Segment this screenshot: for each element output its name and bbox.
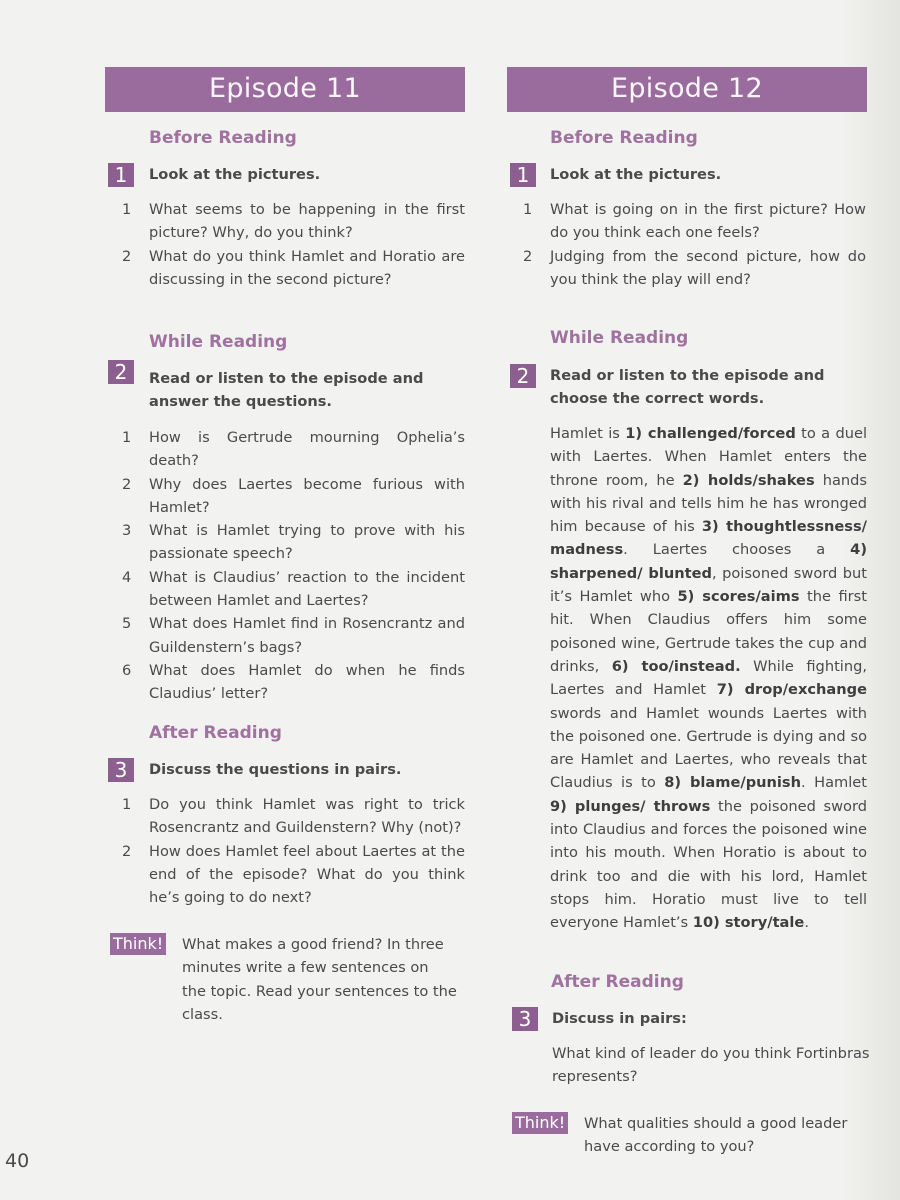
- task-badge: 2: [510, 364, 536, 388]
- item-text: How is Gertrude mourning Ophelia’s death?: [149, 429, 465, 470]
- item-text: Do you think Hamlet was right to trick Rosencrantz and Guildenstern? Why (not)?: [149, 796, 465, 837]
- discussion-text: What kind of leader do you think Fortinbras represents?: [552, 1045, 870, 1086]
- list-item: [122, 566, 465, 613]
- question-list: [523, 198, 866, 291]
- list-item: [122, 245, 465, 292]
- item-text: Judging from the second picture, how do you think the play will end?: [550, 247, 866, 288]
- item-text: What does Hamlet do when he finds Claudius’ letter?: [149, 661, 465, 703]
- list-item: [122, 473, 465, 520]
- item-number: 4: [122, 568, 132, 586]
- after-reading-heading: After Reading: [149, 723, 282, 743]
- item-text: What is Hamlet trying to prove with his passionate speech?: [149, 522, 465, 563]
- item-number: 6: [122, 661, 132, 679]
- paragraph-text: Hamlet is: [550, 425, 626, 442]
- page-number: 40: [5, 1150, 30, 1172]
- item-number: 5: [122, 615, 132, 633]
- item-text: What does Hamlet find in Rosencrantz and Guildenstern’s bags?: [149, 615, 465, 656]
- item-text: What do you think Hamlet and Horatio are discussing in the second picture?: [149, 247, 465, 288]
- question-list: [122, 198, 465, 291]
- while-reading-heading: While Reading: [550, 328, 689, 348]
- think-badge: Think!: [110, 933, 166, 955]
- question-list: [122, 426, 465, 706]
- item-number: 1: [122, 429, 132, 446]
- paragraph-text: hands with his rival and tells him he has wronged him because of his: [550, 471, 868, 536]
- paragraph-text: . Laertes chooses a: [623, 541, 851, 559]
- task-instruction: Look at the pictures.: [550, 166, 722, 183]
- task-instruction: Discuss the questions in pairs.: [149, 761, 402, 778]
- before-reading-heading: Before Reading: [550, 128, 698, 148]
- item-number: 2: [523, 247, 533, 265]
- answer-option: 2) holds/shakes: [682, 471, 815, 489]
- answer-option: 9) plunges/ throws: [550, 797, 711, 815]
- answer-option: 6) too/instead.: [611, 657, 741, 675]
- list-item: [122, 659, 465, 706]
- while-reading-heading: While Reading: [149, 332, 288, 352]
- list-item: [523, 198, 866, 245]
- list-item: [122, 612, 465, 659]
- think-text: What makes a good friend? In three minutes write a few sentences on the topic. Read your sentences to the class.: [182, 936, 457, 1023]
- item-text: How does Hamlet feel about Laertes at the end of the episode? What do you think he’s going to do next?: [149, 842, 465, 907]
- paragraph-text: , poisoned sword but it’s Hamlet who: [550, 564, 867, 606]
- task-badge: 1: [510, 163, 536, 187]
- answer-option: 5) scores/aims: [677, 588, 800, 606]
- paragraph-text: to a duel with Laertes. When Hamlet enters the throne room, he: [550, 425, 868, 489]
- item-number: 3: [122, 522, 132, 540]
- paragraph-text: . Hamlet: [801, 774, 867, 792]
- answer-option: 8) blame/punish: [664, 774, 802, 792]
- list-item: [122, 519, 465, 566]
- list-item: [122, 793, 465, 840]
- paragraph-text: .: [804, 914, 809, 932]
- answer-option: 3) thoughtlessness/ madness: [550, 518, 868, 559]
- item-text: What is going on in the first picture? How do you think each one feels?: [550, 201, 866, 242]
- item-text: What is Claudius’ reaction to the incident between Hamlet and Laertes?: [149, 568, 465, 610]
- task-badge: 2: [108, 360, 134, 384]
- answer-option: 4) sharpened/ blunted: [550, 541, 867, 582]
- task-instruction: Discuss in pairs:: [552, 1010, 687, 1027]
- gap-fill-paragraph: [550, 422, 867, 935]
- task-instruction: Look at the pictures.: [149, 166, 321, 183]
- task-badge: 3: [108, 758, 134, 782]
- think-text: What qualities should a good leader have according to you?: [584, 1115, 848, 1156]
- item-number: 1: [122, 201, 132, 218]
- before-reading-heading: Before Reading: [149, 128, 297, 148]
- answer-option: 7) drop/exchange: [716, 681, 867, 699]
- task-instruction: Read or listen to the episode and answer the questions.: [149, 370, 424, 411]
- item-number: 2: [122, 842, 132, 860]
- item-number: 1: [122, 796, 132, 813]
- task-badge: 3: [512, 1007, 538, 1031]
- item-text: What seems to be happening in the first picture? Why, do you think?: [149, 201, 465, 242]
- item-number: 2: [122, 247, 132, 265]
- answer-option: 10) story/tale: [692, 914, 805, 932]
- task-badge: 1: [108, 163, 134, 187]
- answer-option: 1) challenged/forced: [625, 425, 796, 442]
- think-badge: Think!: [512, 1112, 568, 1134]
- list-item: [122, 198, 465, 245]
- question-list: [122, 793, 465, 909]
- episode-12-banner: Episode 12: [507, 67, 867, 112]
- list-item: [122, 840, 465, 910]
- paragraph-text: swords and Hamlet wounds Laertes with the poisoned one. Gertrude is dying and so are Hamlet and Laertes, who reveals that Claudius is to: [550, 704, 867, 792]
- paragraph-text: the poisoned sword into Claudius and forces the poisoned wine into his mouth. When Horatio is about to drink too and die with his lord, Hamlet stops him. Horatio must live to tell everyone Hamlet’s: [550, 797, 867, 932]
- list-item: [122, 426, 465, 473]
- episode-11-banner: Episode 11: [105, 67, 465, 112]
- paragraph-text: While fighting, Laertes and Hamlet: [550, 657, 867, 699]
- item-number: 1: [523, 201, 533, 218]
- after-reading-heading: After Reading: [551, 972, 684, 992]
- task-instruction: Read or listen to the episode and choose the correct words.: [550, 367, 825, 408]
- item-number: 2: [122, 475, 132, 493]
- paragraph-text: the first hit. When Claudius offers him some poisoned wine, Gertrude takes the cup and drinks,: [550, 588, 868, 675]
- list-item: [523, 245, 866, 292]
- item-text: Why does Laertes become furious with Hamlet?: [149, 475, 465, 516]
